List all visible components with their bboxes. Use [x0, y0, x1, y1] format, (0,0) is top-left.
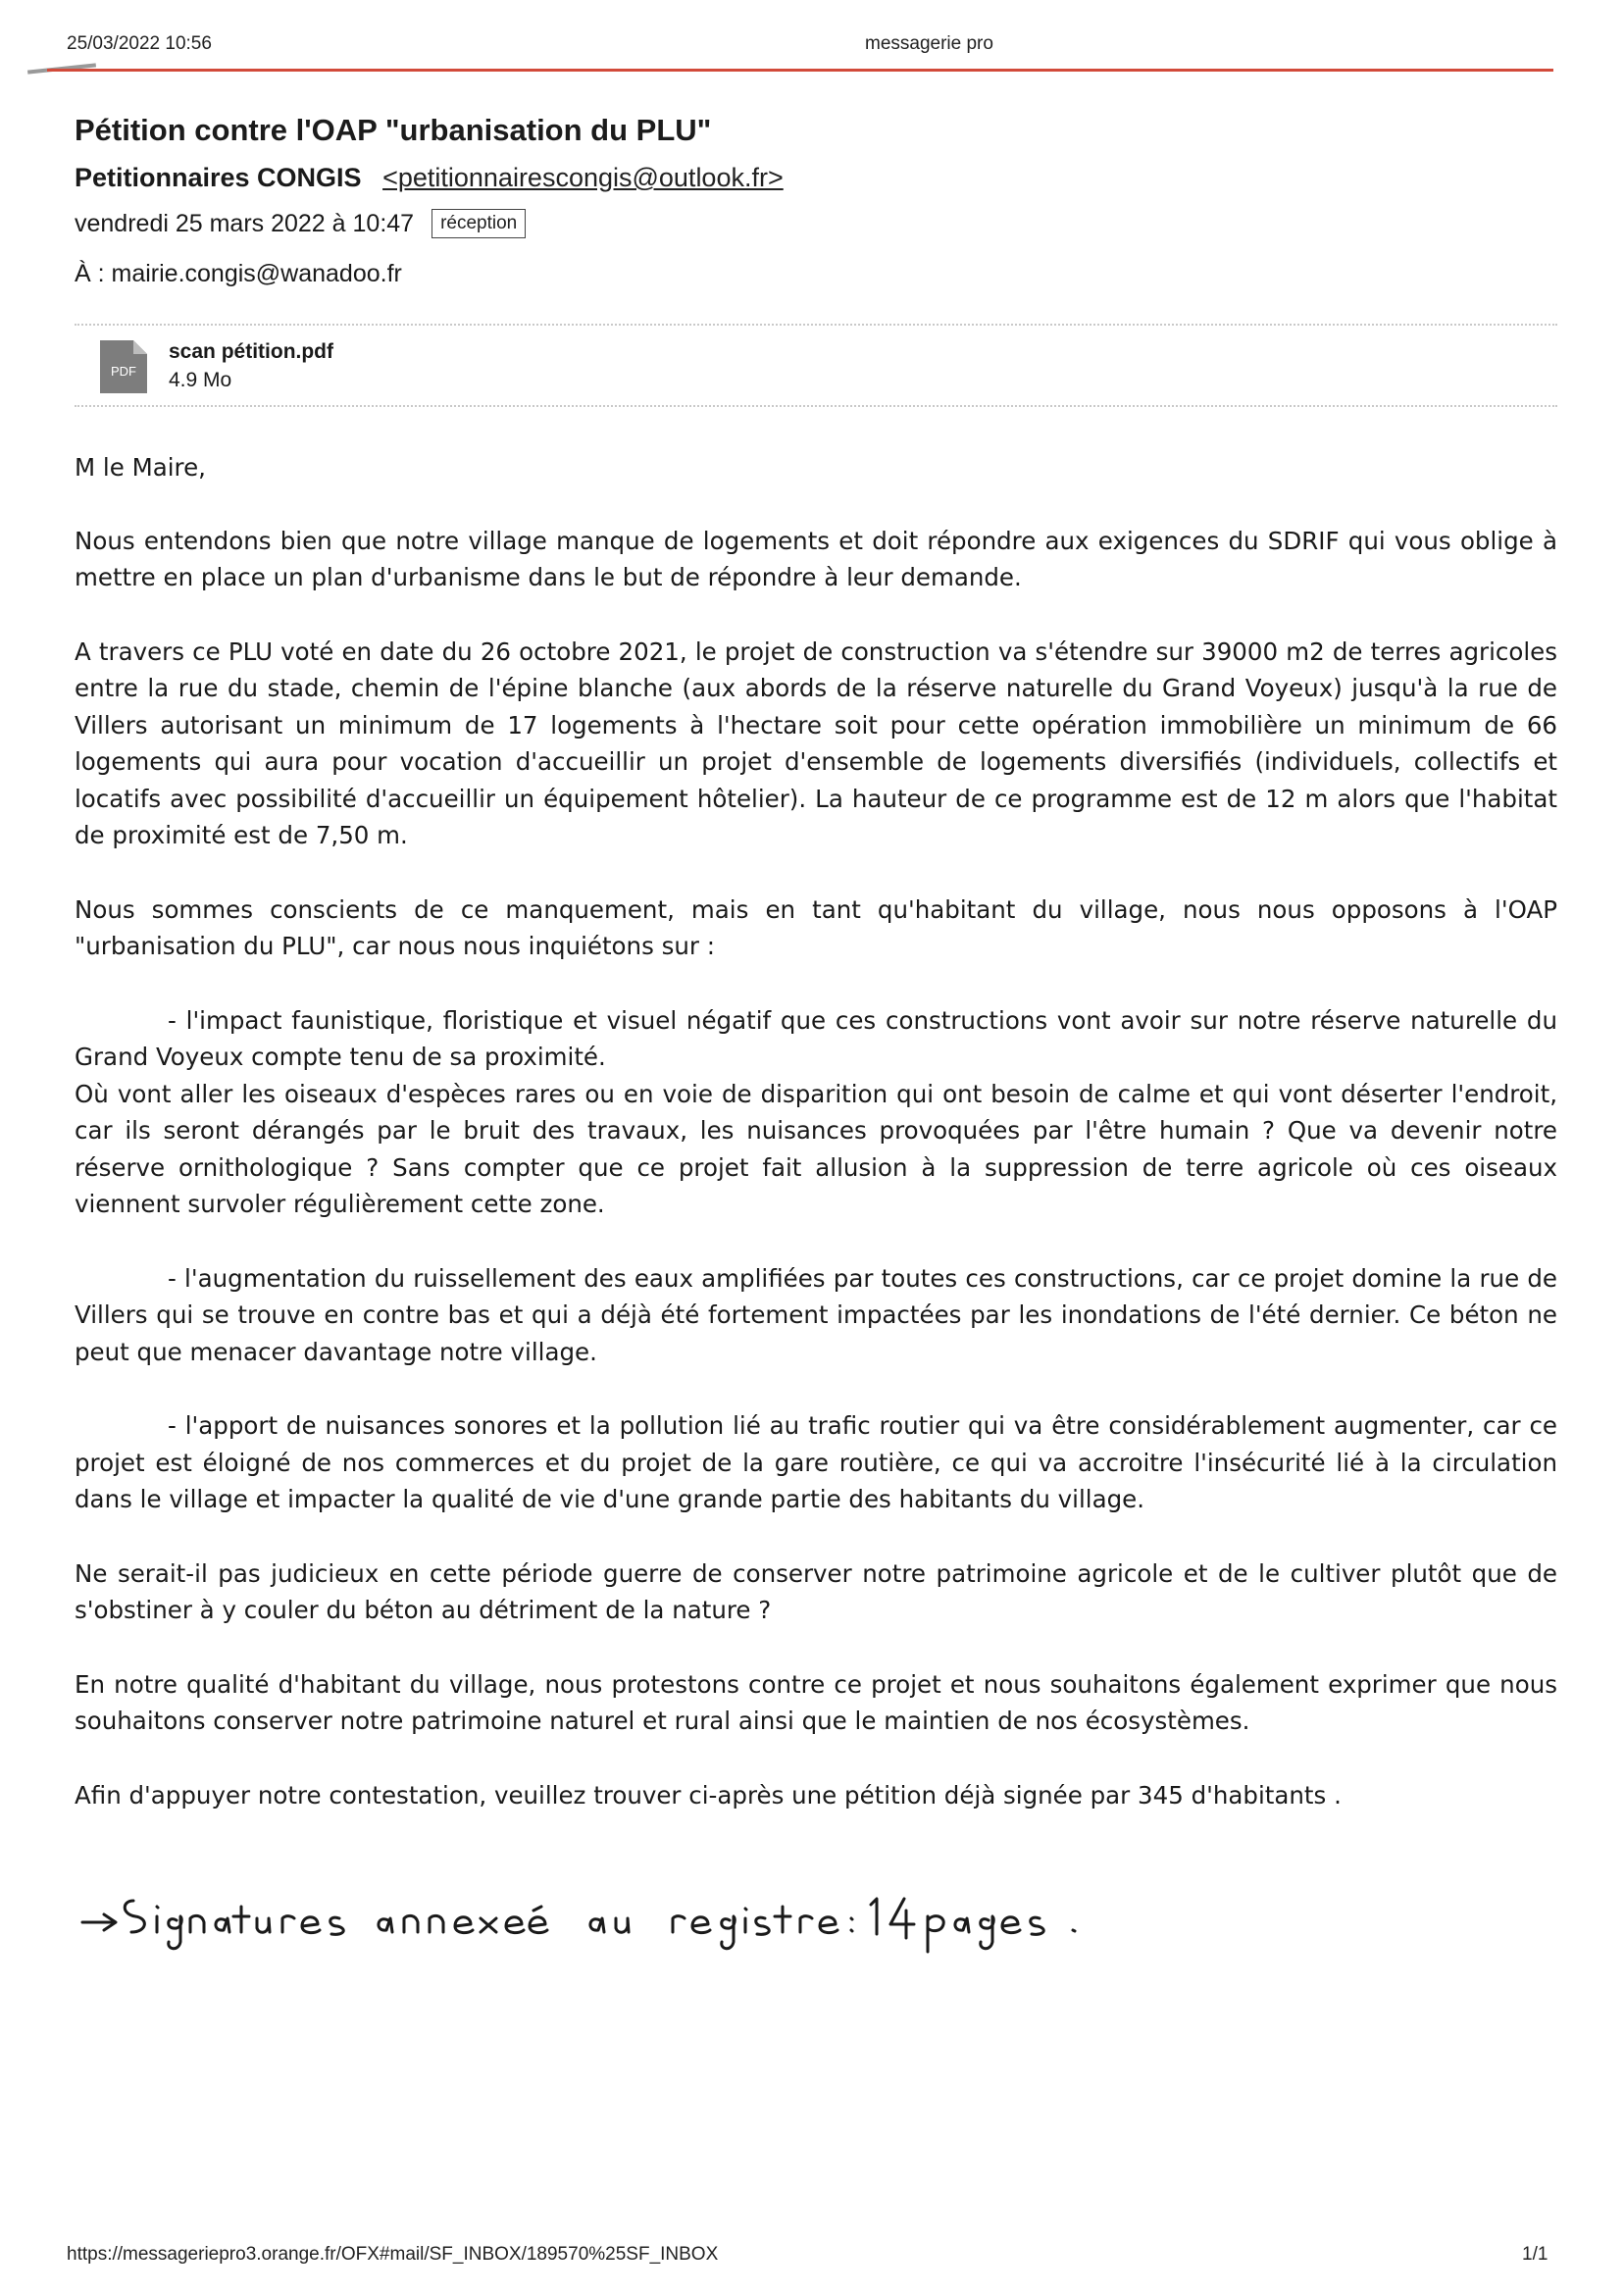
- mail-recipient: À : mairie.congis@wanadoo.fr: [75, 260, 402, 287]
- pdf-file-icon[interactable]: [98, 338, 149, 395]
- concern-item-1-continued: Où vont aller les oiseaux d'espèces rares ou en voie de disparition qui ont besoin de calme et qui vont déserter l'endroit, car ils seront dérangés par le bruit des travaux, les nuisances provoquées par l'être humain ? Que va devenir notre réserve ornithologique ? Sans compter que ce projet fait allusion à la suppression de terre agricole où ces oiseaux viennent survoler régulièrement cette zone.: [75, 1079, 1557, 1218]
- sender-name: Petitionnaires CONGIS: [75, 163, 362, 192]
- salutation: M le Maire,: [75, 453, 206, 482]
- header-divider: [47, 69, 1553, 72]
- handwritten-annotation: [75, 1871, 1173, 1960]
- attachment-name[interactable]: scan pétition.pdf: [169, 340, 333, 363]
- body-paragraph-4: Ne serait-il pas judicieux en cette période guerre de conserver notre patrimoine agricole et de le cultiver plutôt que de s'obstiner à y couler du béton au détriment de la nature ?: [75, 1558, 1557, 1624]
- pdf-icon-label: PDF: [111, 364, 136, 379]
- mail-date-row: [75, 209, 526, 238]
- sender-email-link[interactable]: <petitionnairescongis@outlook.fr>: [382, 163, 784, 192]
- concern-item-1: - l'impact faunistique, floristique et visuel négatif que ces constructions vont avoir sur notre réserve naturelle du Grand Voyeux compte tenu de sa proximité.: [75, 1005, 1557, 1071]
- mail-date: vendredi 25 mars 2022 à 10:47: [75, 209, 415, 237]
- print-app-name: messagerie pro: [865, 33, 993, 54]
- attachment-divider-top: [75, 324, 1557, 326]
- body-paragraph-5: En notre qualité d'habitant du village, nous protestons contre ce projet et nous souhaitons également exprimer que nous souhaitons conserver notre patrimoine naturel et rural ainsi que le maintien de nos écosystèmes.: [75, 1669, 1557, 1735]
- print-footer-url: https://messageriepro3.orange.fr/OFX#mail/SF_INBOX/189570%25SF_INBOX: [67, 2244, 719, 2265]
- body-paragraph-3: Nous sommes conscients de ce manquement, mais en tant qu'habitant du village, nous nous opposons à l'OAP "urbanisation du PLU", car nous nous inquiétons sur :: [75, 894, 1557, 960]
- print-footer-page: 1/1: [1522, 2244, 1548, 2265]
- body-paragraph-1: Nous entendons bien que notre village manque de logements et doit répondre aux exigences du SDRIF qui vous oblige à mettre en place un plan d'urbanisme dans le but de répondre à leur demande.: [75, 526, 1557, 591]
- attachment-size: 4.9 Mo: [169, 369, 232, 391]
- concern-item-2: - l'augmentation du ruissellement des eaux amplifiées par toutes ces constructions, car ce projet domine la rue de Villers qui se trouve en contre bas et qui a déjà été fortement impactées par les inondations de l'été dernier. Ce béton ne peut que menacer davantage notre village.: [75, 1263, 1557, 1366]
- mail-body: [75, 449, 1557, 1851]
- body-paragraph-6: Afin d'appuyer notre contestation, veuillez trouver ci-après une pétition déjà signée par 345 d'habitants .: [75, 1780, 1342, 1810]
- mail-subject: Pétition contre l'OAP "urbanisation du PLU": [75, 113, 712, 147]
- folder-badge: réception: [431, 209, 526, 238]
- sender-row: [75, 163, 784, 193]
- concern-item-3: - l'apport de nuisances sonores et la pollution lié au trafic routier qui va être considérablement augmenter, car ce projet est éloigné de nos commerces et du projet de la gare routière, ce qui va accroitre l'insécurité lié à la circulation dans le village et impacter la qualité de vie d'une grande partie des habitants du village.: [75, 1411, 1557, 1513]
- body-paragraph-2: A travers ce PLU voté en date du 26 octobre 2021, le projet de construction va s'étendre sur 39000 m2 de terres agricoles entre la rue du stade, chemin de l'épine blanche (aux abords de la réserve naturelle du Grand Voyeux) jusqu'à la rue de Villers autorisant un minimum de 17 logements à l'hectare soit pour cette opération immobilière un minimum de 66 logements qui aura pour vocation d'accueillir un projet d'ensemble de logements diversifiés (individuels, collectifs et locatifs avec possibilité d'accueillir un équipement hôtelier). La hauteur de ce programme est de 12 m alors que l'habitat de proximité est de 7,50 m.: [75, 637, 1557, 849]
- attachment-divider-bottom: [75, 405, 1557, 407]
- print-datetime: 25/03/2022 10:56: [67, 33, 212, 54]
